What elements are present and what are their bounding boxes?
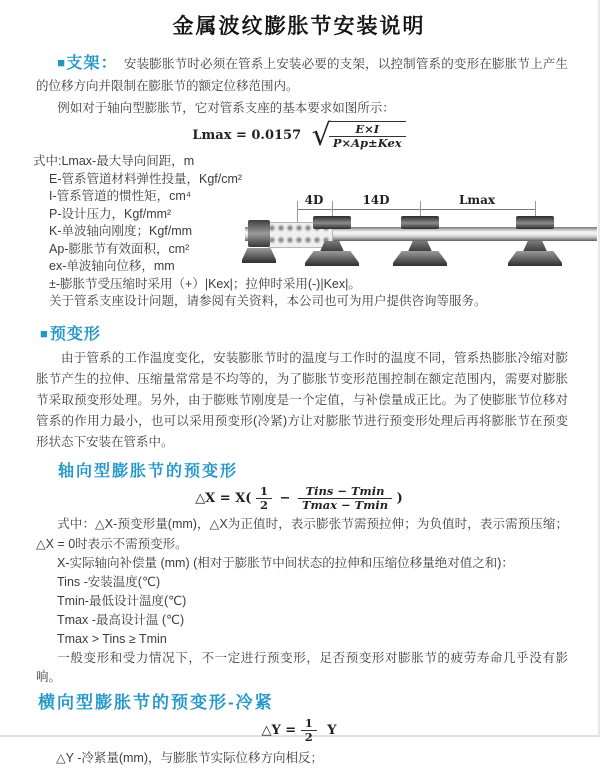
lateral-note-line: △Y -冷紧量(mm)，与膨胀节实际位移方向相反； bbox=[56, 750, 324, 765]
section-square-icon: ■ bbox=[57, 55, 66, 70]
axial-note-line: Tmax > Tins ≥ Tmin bbox=[57, 631, 167, 646]
page-title: 金属波纹膨胀节安装说明 bbox=[172, 15, 426, 38]
definition-line: 关于管系支座设计问题，请参阅有关资料，本公司也可为用户提供咨询等服务。 bbox=[49, 294, 487, 308]
pipe-clamp bbox=[313, 216, 351, 229]
axial-formula bbox=[0, 485, 598, 512]
section-square-icon: ■ bbox=[40, 325, 49, 341]
general-deform-line: 一般变形和受力情况下，不一定进行预变形，足否预变形对膨胀节的疲劳寿命几乎没有影响。 bbox=[36, 650, 568, 684]
formula-denominator: P×Ap±Kex bbox=[332, 136, 402, 150]
predeform-paragraph: 由于管系的工作温度变化，安装膨胀节时的温度与工作时的温度不同，管系热膨胀冷缩对膨胀节产生的拉伸、压缩量常常是不均等的，为了膨胀节变形范围控制在额定范围内，需要对膨胀节采取预变形处理。另外，由于膨账节刚度是一个定值，与补偿量成正比。为了使膨胀节位移对管系的作用力最小，也可以采用预变形(冷紧)方让对膨胀节进行预变形处理后再将膨胀节在预变形状态下安装在管系中。 bbox=[36, 350, 568, 449]
pipe-clamp bbox=[516, 216, 554, 229]
section-title-predeform bbox=[40, 323, 598, 346]
fixed-anchor bbox=[248, 220, 270, 247]
lateral-formula bbox=[0, 717, 598, 744]
axial-note-line: Tmin-最低设计温度(℃) bbox=[57, 593, 187, 608]
formula-numerator: E×I bbox=[329, 123, 406, 137]
anchor-pedestal bbox=[242, 248, 276, 263]
support-pedestal bbox=[508, 251, 562, 266]
fraction-numerator: Tins − Tmin bbox=[298, 485, 392, 499]
pipe-support-diagram bbox=[245, 193, 597, 293]
fraction-denominator: Tmax − Tmin bbox=[301, 497, 389, 512]
formula-lhs: Lmax = 0.0157 bbox=[192, 128, 302, 143]
support-intro-paragraph bbox=[36, 52, 568, 97]
fraction-denominator: 2 bbox=[259, 497, 268, 512]
definition-line: I-管系管道的惯性矩，cm⁴ bbox=[49, 189, 192, 203]
definition-line: Ap-膨胀节有效面积，cm² bbox=[49, 241, 190, 256]
support-intro-text: 安装膨胀节时必须在管系上安装必要的支架，以控制管系的变形在膨胀节上产生的位移方向并限制在膨胀节的额定位移范围内。 bbox=[36, 57, 568, 93]
one-half-fraction bbox=[301, 717, 317, 744]
lmax-formula bbox=[0, 117, 598, 153]
axial-note-line: Tins -安装温度(℃) bbox=[57, 574, 161, 589]
axial-note-line: X-实际轴向补偿量 (mm) (相对于膨胀节中间状态的拉伸和压缩位移量绝对值之和)： bbox=[57, 555, 514, 570]
square-root bbox=[311, 117, 406, 153]
support-pedestal bbox=[393, 251, 447, 266]
definition-line: ex-单波轴向位移，mm bbox=[49, 259, 175, 273]
predeform-header-text: 预变形 bbox=[49, 325, 101, 343]
fraction-numerator: 1 bbox=[256, 485, 272, 499]
dimension-label-4d: 4D bbox=[304, 193, 324, 207]
formula-pre: △Y = bbox=[261, 722, 297, 738]
lateral-subsection-title: 横向型膨胀节的预变形-冷紧 bbox=[38, 692, 274, 712]
support-neck bbox=[522, 241, 548, 251]
formula-post: Y bbox=[327, 722, 337, 738]
support-example-line: 例如对于轴向型膨胀节，它对管系支座的基本要求如图所示： bbox=[57, 101, 395, 115]
definition-line: 式中:Lmax-最大导向间距，m bbox=[33, 154, 195, 168]
support-pedestal bbox=[305, 251, 359, 266]
formula-pre: △X = X( bbox=[195, 490, 252, 506]
formula-post: ) bbox=[396, 490, 403, 506]
dimension-label-14d: 14D bbox=[362, 193, 390, 207]
fraction-denominator: 2 bbox=[304, 729, 313, 744]
one-half-fraction bbox=[256, 485, 272, 512]
temperature-fraction bbox=[298, 485, 392, 512]
definition-line: ±-膨胀节受压缩时采用（+）|Kex|；拉伸时采用(-)|Kex|。 bbox=[49, 276, 361, 291]
axial-note-paragraph: 式中：△X-预变形量(mm)，△X为正值时，表示膨张节需预拉伸；为负值时，表示需预压缩；△X = 0时表示不需预变形。 bbox=[36, 516, 568, 551]
definition-line: E-管系管道材料弹性投量，Kgf/cm² bbox=[49, 171, 243, 186]
radical-icon: √ bbox=[311, 117, 331, 153]
definition-line: P-设计压力，Kgf/mm² bbox=[49, 206, 172, 221]
axial-subsection-title: 轴向型膨胀节的预变形 bbox=[58, 462, 239, 480]
dimension-label-lmax: Lmax bbox=[458, 193, 496, 207]
minus-operator: − bbox=[279, 490, 291, 506]
pipe-clamp bbox=[401, 216, 439, 229]
section-title-support: 支架： bbox=[66, 55, 118, 72]
fraction-numerator: 1 bbox=[301, 717, 317, 731]
axial-note-line: Tmax -最高设计温 (℃) bbox=[57, 612, 185, 627]
support-neck bbox=[407, 241, 433, 251]
definition-line: K-单波轴向刚度；Kgf/mm bbox=[49, 224, 193, 238]
